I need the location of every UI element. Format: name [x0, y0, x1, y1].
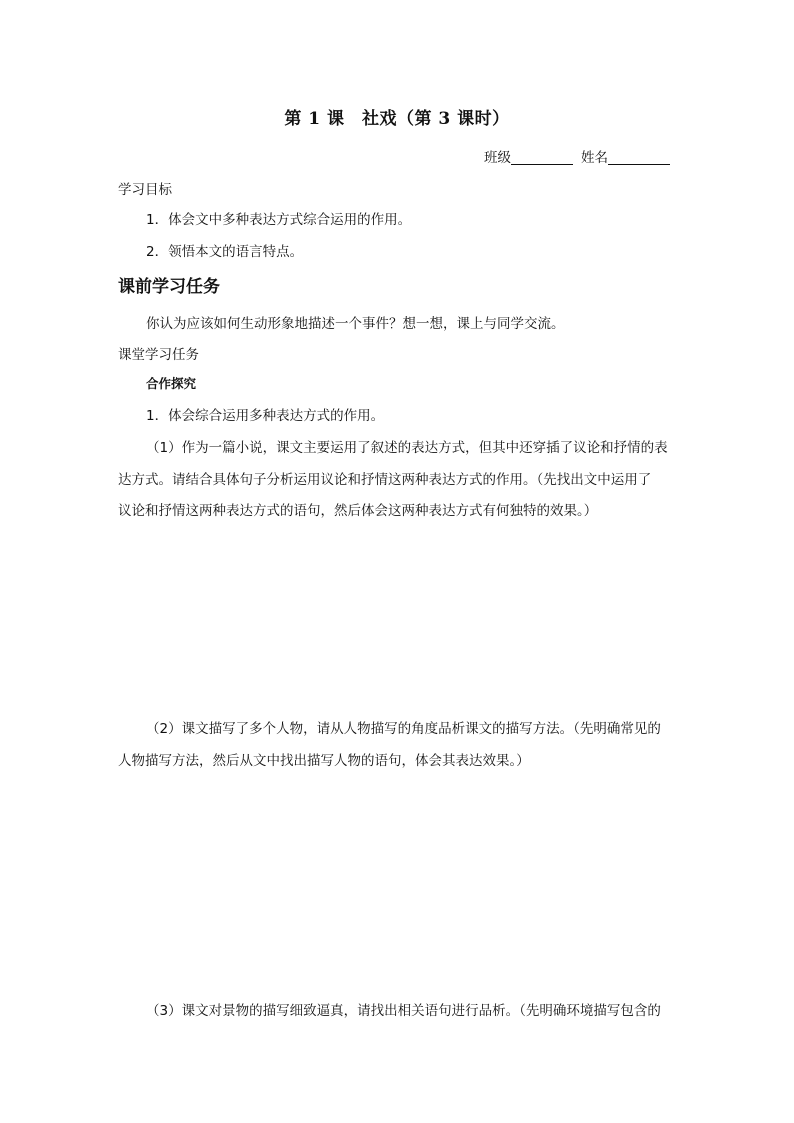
question-1-line: 达方式。请结合具体句子分析运用议论和抒情这两种表达方式的作用。（先找出文中运用了: [118, 472, 652, 488]
objectives-heading: 学习目标: [118, 182, 172, 198]
name-label: 姓名: [581, 150, 608, 166]
objective-item: 2．领悟本文的语言特点。: [146, 244, 304, 260]
class-label: 班级: [484, 150, 511, 166]
in-class-subheading: 合作探究: [146, 376, 197, 391]
objective-item: 1．体会文中多种表达方式综合运用的作用。: [146, 212, 412, 228]
pre-class-text: 你认为应该如何生动形象地描述一个事件？想一想，课上与同学交流。: [146, 316, 565, 332]
student-info-line: [484, 146, 670, 166]
in-class-item-1: 1．体会综合运用多种表达方式的作用。: [146, 408, 385, 424]
question-1-line: 议论和抒情这两种表达方式的语句，然后体会这两种表达方式有何独特的效果。）: [118, 503, 598, 519]
class-blank[interactable]: [511, 150, 573, 165]
pre-class-heading: 课前学习任务: [118, 277, 220, 297]
question-3-line: （3）课文对景物的描写细致逼真，请找出相关语句进行品析。（先明确环境描写包含的: [146, 1003, 661, 1019]
question-1-line: （1）作为一篇小说，课文主要运用了叙述的表达方式，但其中还穿插了议论和抒情的表: [146, 440, 668, 456]
in-class-heading: 课堂学习任务: [118, 347, 199, 363]
name-blank[interactable]: [608, 150, 670, 165]
page-title: 第 1 课 社戏（第 3 课时）: [284, 109, 510, 129]
question-2-line: 人物描写方法，然后从文中找出描写人物的语句，体会其表达效果。）: [118, 753, 530, 769]
question-2-line: （2）课文描写了多个人物，请从人物描写的角度品析课文的描写方法。（先明确常见的: [146, 721, 661, 737]
